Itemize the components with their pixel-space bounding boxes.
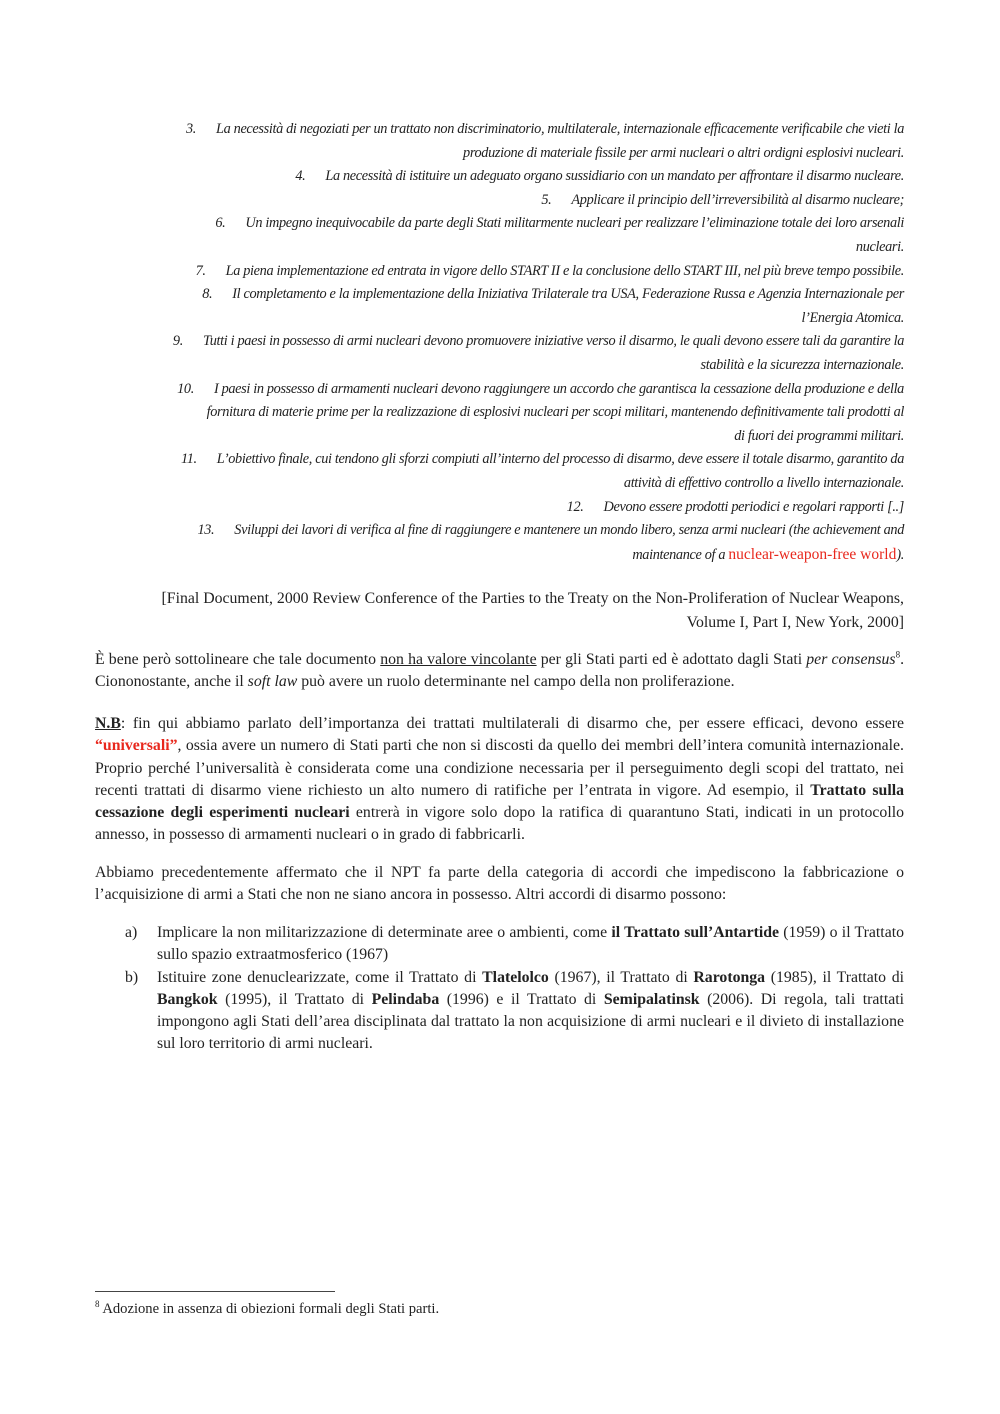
bold-term: Pelindaba: [371, 990, 440, 1008]
item-number: 3.: [185, 121, 197, 137]
highlighted-phrase: nuclear-weapon-free world: [728, 545, 897, 563]
list-item-line: [95, 378, 904, 402]
item-text: nucleari.: [855, 238, 904, 255]
text: (1996) e il Trattato di: [439, 990, 604, 1008]
list-item-a: [125, 922, 904, 967]
text: . Ciononostante, anche il: [95, 651, 905, 691]
item-number: 7.: [195, 262, 206, 279]
citation-line-2: Volume I, Part I, New York, 2000]: [686, 613, 904, 631]
highlighted-term: universali: [102, 737, 170, 755]
footnote-number: 8: [95, 1299, 100, 1310]
item-text: di fuori dei programmi militari.: [734, 427, 904, 444]
item-text: Devono essere prodotti periodici e regolari rapporti [..]: [603, 498, 904, 515]
item-number: 10.: [177, 380, 194, 397]
text: (1985), il Trattato di: [765, 968, 904, 986]
text: : fin qui abbiamo parlato dell’importanza dei trattati multilaterali di disarmo che, per essere efficaci, devono essere: [120, 715, 904, 732]
item-number: 6.: [215, 215, 226, 232]
list-item-line: [95, 283, 904, 307]
quote-mark: “: [95, 737, 103, 755]
list-label: a): [125, 924, 138, 941]
item-text: Sviluppi dei lavori di verifica al fine di raggiungere e mantenere un mondo libero, senza armi nucleari (the achievement and: [234, 522, 904, 539]
bold-term: Tlatelolco: [482, 968, 549, 986]
item-number: 4.: [295, 168, 306, 185]
list-item-line: [95, 189, 904, 213]
italic-phrase: soft law: [247, 673, 298, 691]
text: (1967), il Trattato di: [548, 968, 694, 986]
list-item-line: [95, 425, 904, 449]
list-item-b: [125, 967, 904, 1056]
quote-mark: ”: [169, 737, 178, 755]
underlined-phrase: non ha valore vincolante: [380, 651, 537, 668]
item-number: 12.: [566, 498, 584, 515]
item-number: 8.: [202, 286, 213, 303]
item-text: ).: [896, 546, 904, 563]
list-item-line: [95, 236, 904, 260]
italic-phrase: per consensus: [806, 651, 896, 668]
list-item-line: [95, 212, 904, 236]
item-text: produzione di materiale fissile per armi nucleari o altri ordigni esplosivi nucleari.: [463, 144, 904, 161]
item-text: l’Energia Atomica.: [801, 309, 904, 326]
list-item-line: [95, 260, 904, 284]
item-text: stabilità e la sicurezza internazionale.: [700, 356, 904, 373]
list-item-line: [95, 401, 904, 425]
list-label: b): [125, 968, 139, 986]
item-text: L’obiettivo finale, cui tendono gli sforzi compiuti all’interno del processo di disarmo, deve essere il totale disarmo, garantito da: [216, 451, 904, 468]
item-text: Tutti i paesi in possesso di armi nucleari devono promuovere iniziative verso il disarmo, le quali devono essere tali da garantire la: [202, 333, 904, 350]
bold-term: il Trattato sull’Antartide: [611, 924, 780, 941]
footnote-ref[interactable]: 8: [895, 649, 901, 660]
item-number: 11.: [180, 451, 197, 468]
item-text: La piena implementazione ed entrata in vigore dello START II e la conclusione dello START III, nel più breve tempo possibile.: [225, 262, 904, 279]
list-item-line: [95, 472, 904, 496]
text: (1959) o il Trattato sullo spazio extraatmosferico (1967): [157, 924, 904, 964]
item-text: La necessità di istituire un adeguato organo sussidiario con un mandato per affrontare il disarmo nucleare.: [325, 168, 904, 185]
list-item-line: [95, 142, 904, 166]
item-text: Un impegno inequivocabile da parte degli Stati militarmente nucleari per realizzare l’eliminazione totale dei loro arsenali: [245, 215, 904, 232]
list-item-line: [95, 496, 904, 520]
footnote-separator: [95, 1291, 335, 1292]
text: È bene però sottolineare che tale documento: [95, 651, 381, 668]
conclusions-list: [95, 118, 904, 567]
item-text: attività di effettivo controllo a livello internazionale.: [623, 474, 904, 491]
list-item-line: [95, 118, 904, 142]
lettered-list: [125, 922, 904, 1056]
list-item-line: [95, 307, 904, 331]
list-item-line: [95, 448, 904, 472]
item-number: 9.: [172, 333, 183, 350]
footnote-text: Adozione in assenza di obiezioni formali degli Stati parti.: [99, 1301, 440, 1317]
nb-label: N.B: [95, 715, 121, 732]
list-item-line: [95, 543, 904, 568]
paragraph-soft-law: [95, 649, 904, 694]
item-text: La necessità di negoziati per un trattato non discriminatorio, multilaterale, internazionale efficacemente verificabile che vieti la: [216, 121, 904, 137]
list-item-line: [95, 354, 904, 378]
list-item-line: [95, 165, 904, 189]
paragraph-npt: Abbiamo precedentemente affermato che il NPT fa parte della categoria di accordi che impediscono la fabbricazione o l’acquisizione di armi a Stati che non ne siano ancora in possesso. Altri accordi di disarmo possono:: [95, 864, 904, 904]
bold-term: Bangkok: [157, 990, 218, 1008]
citation-line-1: [Final Document, 2000 Review Conference of the Parties to the Treaty on the Non-Proliferation of Nuclear Weapons,: [161, 590, 904, 607]
item-number: 13.: [197, 522, 215, 539]
text: (2006). Di regola, tali trattati impongono agli Stati dell’area disciplinata dal trattato la non acquisizione di armi nucleari e il divieto di installazione sul loro territorio di armi nucleari.: [157, 990, 904, 1053]
citation: [95, 587, 904, 634]
bold-term: Semipalatinsk: [603, 990, 700, 1008]
item-text: maintenance of a: [632, 546, 729, 563]
text: Istituire zone denuclearizzate, come il Trattato di: [157, 968, 483, 986]
text: entrerà in vigore solo dopo la ratifica di quarantuno Stati, indicati in un protocollo annesso, in possesso di armamenti nucleari o in grado di fabbricarli.: [95, 804, 904, 844]
item-text: Il completamento e la implementazione della Iniziativa Trilaterale tra USA, Federazione Russa e Agenzia Internazionale per: [232, 286, 904, 303]
list-item-line: [95, 330, 904, 354]
text: (1995), il Trattato di: [217, 990, 372, 1008]
text: Implicare la non militarizzazione di determinate aree o ambienti, come: [157, 924, 612, 941]
item-text: I paesi in possesso di armamenti nucleari devono raggiungere un accordo che garantisca la cessazione della produzione e della: [213, 380, 904, 397]
bold-term: Rarotonga: [693, 968, 766, 986]
item-number: 5.: [541, 191, 552, 208]
footnote: [95, 1299, 439, 1319]
paragraph-nb: [95, 713, 904, 847]
text: può avere un ruolo determinante nel campo della non proliferazione.: [297, 673, 735, 691]
item-text: Applicare il principio dell’irreversibilità al disarmo nucleare;: [571, 191, 904, 208]
list-item-line: [95, 519, 904, 543]
item-text: fornitura di materie prime per la realizzazione di esplosivi nucleari per scopi militari, mantenendo definitivamente tali prodotti al: [206, 404, 904, 421]
text: per gli Stati parti ed è adottato dagli Stati: [536, 651, 807, 668]
bold-term: Trattato sulla cessazione degli esperimenti nucleari: [95, 781, 904, 822]
text: , ossia avere un numero di Stati parti che non si discosti da quello dei membri dell’intera comunità internazionale. Proprio perché l’universalità è considerata come una condizione necessaria per il perseguimento degli scopi del trattato, nei recenti trattati di disarmo viene richiesto un alto numero di ratifiche per l’entrata in vigore. Ad esempio, il: [95, 737, 904, 799]
